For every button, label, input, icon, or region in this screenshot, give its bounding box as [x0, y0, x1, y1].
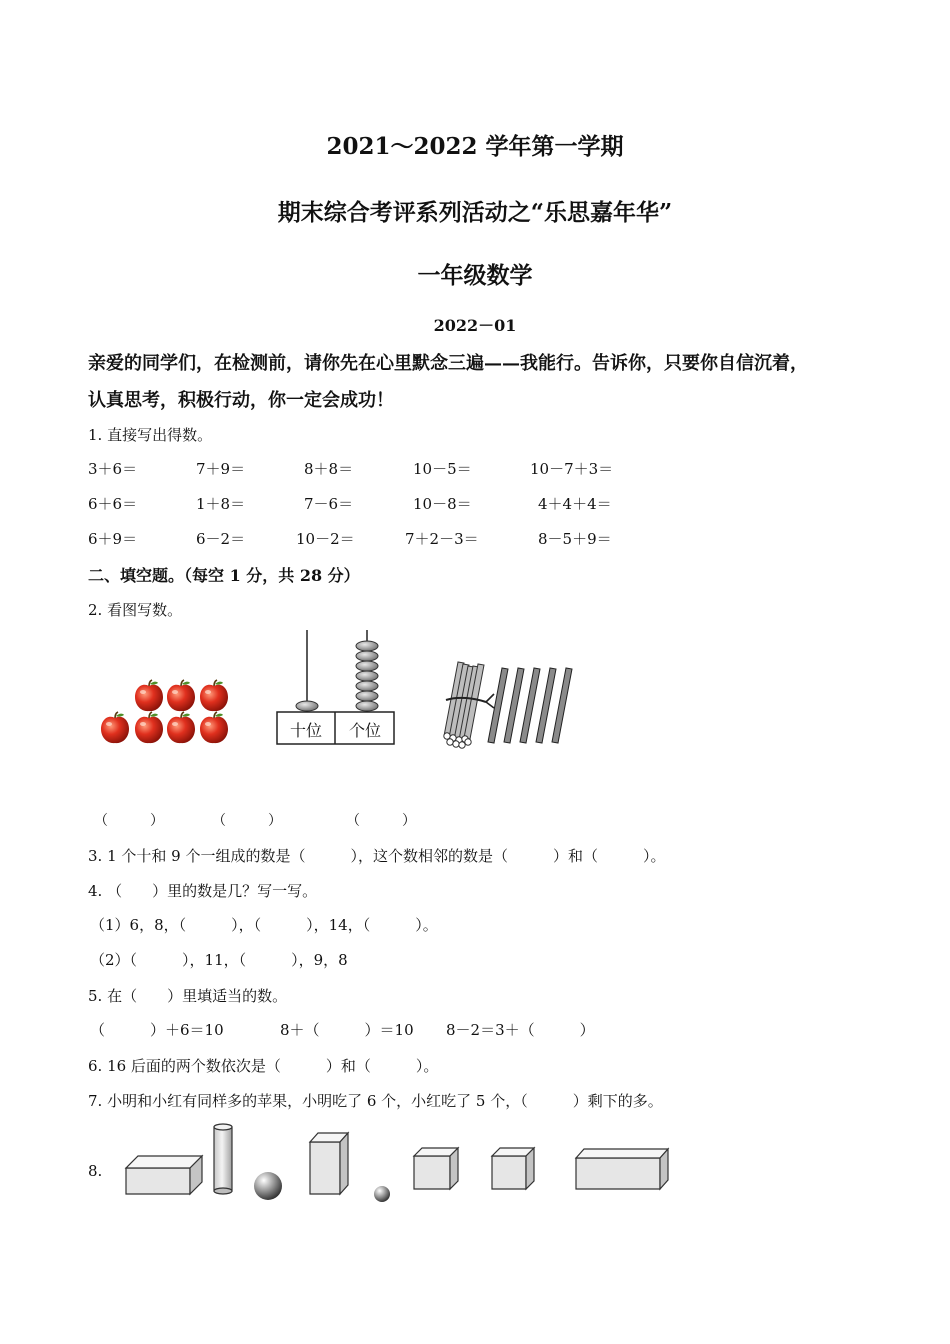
exam-date: 2022－01: [433, 316, 517, 335]
q4-line-2: （2）（ ），11，（ ），9，8: [90, 951, 348, 969]
solid-shapes-picture: [120, 1118, 680, 1208]
calc-item: 3＋6＝: [88, 460, 138, 478]
q2-blank-3[interactable]: （ ）: [346, 813, 416, 829]
sticks-picture: [438, 656, 584, 748]
q5-item-3: 8－2＝3＋（ ）: [446, 1021, 595, 1039]
q4-prompt: 4. （ ）里的数是几？写一写。: [88, 882, 318, 900]
calc-item: 4＋4＋4＝: [538, 495, 612, 513]
q5-prompt: 5. 在（ ）里填适当的数。: [88, 987, 288, 1005]
calc-item: 6＋9＝: [88, 530, 138, 548]
calc-item: 7＋9＝: [196, 460, 246, 478]
abacus-tens-label: 十位: [289, 721, 322, 740]
intro-line-1: 亲爱的同学们，在检测前，请你先在心里默念三遍——我能行。告诉你，只要你自信沉着，: [88, 353, 808, 374]
q2-blank-1[interactable]: （ ）: [94, 813, 164, 829]
q6-text: 6. 16 后面的两个数依次是（ ）和（ ）。: [88, 1057, 439, 1075]
calc-item: 6＋6＝: [88, 495, 138, 513]
calc-item: 8－5＋9＝: [538, 530, 612, 548]
q8-label: 8.: [88, 1162, 103, 1180]
q2-blank-2[interactable]: （ ）: [212, 813, 282, 829]
intro-line-2: 认真思考，积极行动，你一定会成功！: [88, 390, 394, 411]
q2-prompt: 2. 看图写数。: [88, 601, 183, 619]
title-line-2: 期末综合考评系列活动之“乐思嘉年华”: [277, 199, 673, 226]
q5-item-1: （ ）＋6＝10: [90, 1021, 224, 1039]
calc-item: 10－5＝: [413, 460, 472, 478]
calc-item: 8＋8＝: [304, 460, 354, 478]
calc-item: 10－2＝: [296, 530, 355, 548]
calc-item: 10－8＝: [413, 495, 472, 513]
title-line-1: 2021～2022 学年第一学期: [326, 133, 624, 160]
calc-item: 1＋8＝: [196, 495, 246, 513]
title-line-3: 一年级数学: [417, 262, 533, 289]
q7-text: 7. 小明和小红有同样多的苹果，小明吃了 6 个，小红吃了 5 个，（ ）剩下的多。: [88, 1092, 663, 1110]
q4-line-1: （1）6，8，（ ），（ ），14，（ ）。: [90, 916, 438, 934]
q1-prompt: 1. 直接写出得数。: [88, 426, 213, 444]
calc-item: 10－7＋3＝: [530, 460, 614, 478]
q5-item-2: 8＋（ ）＝10: [280, 1021, 414, 1039]
calc-item: 7－6＝: [304, 495, 354, 513]
q3-text: 3. 1 个十和 9 个一组成的数是（ ），这个数相邻的数是（ ）和（ ）。: [88, 847, 666, 865]
abacus-ones-label: 个位: [348, 721, 381, 740]
section-2-heading: 二、填空题。（每空 1 分，共 28 分）: [88, 566, 360, 585]
calc-item: 7＋2－3＝: [405, 530, 479, 548]
calc-item: 6－2＝: [196, 530, 246, 548]
apples-picture: [98, 678, 234, 750]
